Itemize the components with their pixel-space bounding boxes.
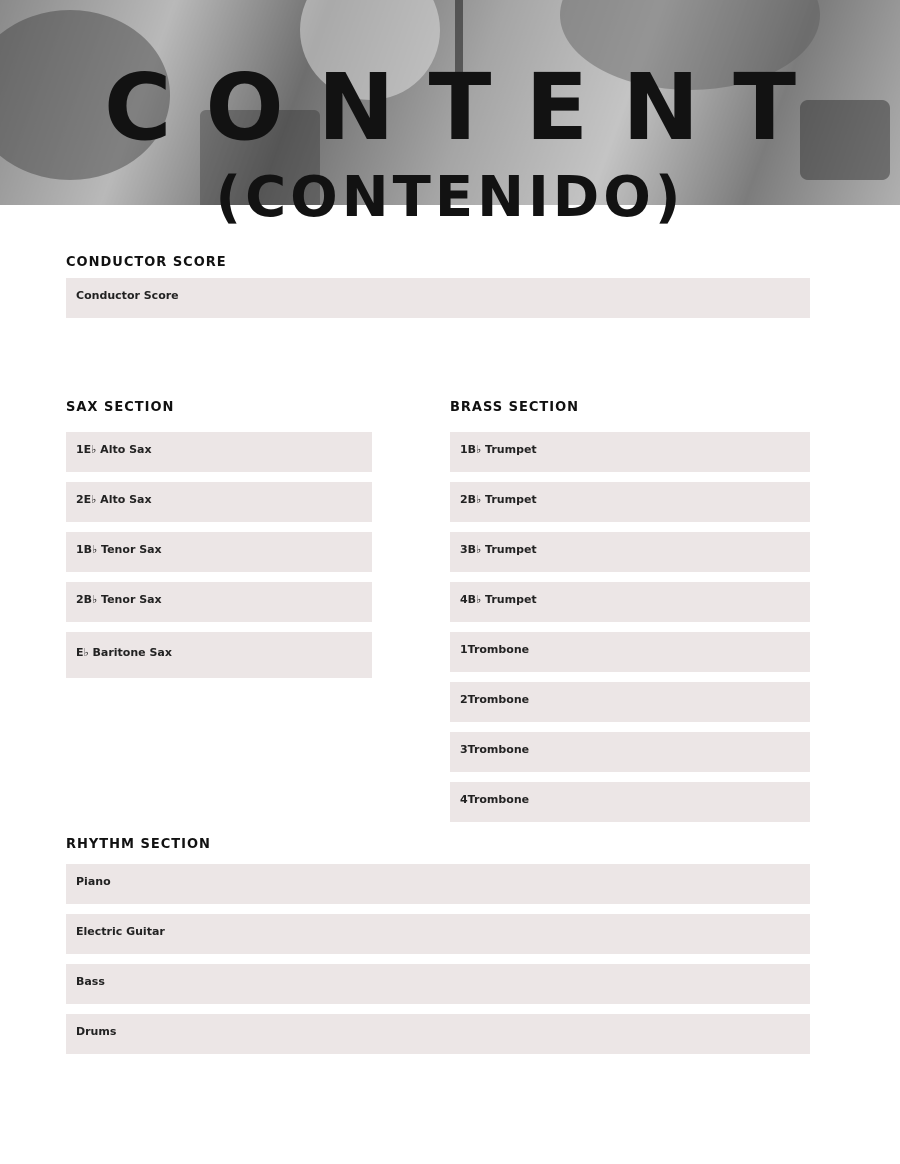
page-subtitle: (CONTENIDO) — [215, 165, 685, 230]
part-trumpet-2[interactable]: 2B♭ Trumpet — [450, 482, 810, 522]
conductor-section-heading: CONDUCTOR SCORE — [66, 255, 227, 270]
part-tenor-sax-2[interactable]: 2B♭ Tenor Sax — [66, 582, 372, 622]
part-tenor-sax-1[interactable]: 1B♭ Tenor Sax — [66, 532, 372, 572]
part-trombone-1[interactable]: 1Trombone — [450, 632, 810, 672]
part-bass[interactable]: Bass — [66, 964, 810, 1004]
part-trumpet-3[interactable]: 3B♭ Trumpet — [450, 532, 810, 572]
part-trumpet-4[interactable]: 4B♭ Trumpet — [450, 582, 810, 622]
part-trombone-2[interactable]: 2Trombone — [450, 682, 810, 722]
sax-section-heading: SAX SECTION — [66, 400, 175, 415]
part-trumpet-1[interactable]: 1B♭ Trumpet — [450, 432, 810, 472]
brass-section-heading: BRASS SECTION — [450, 400, 580, 415]
part-piano[interactable]: Piano — [66, 864, 810, 904]
part-electric-guitar[interactable]: Electric Guitar — [66, 914, 810, 954]
part-conductor-score[interactable]: Conductor Score — [66, 278, 810, 318]
rhythm-section-heading: RHYTHM SECTION — [66, 837, 211, 852]
part-alto-sax-2[interactable]: 2E♭ Alto Sax — [66, 482, 372, 522]
part-alto-sax-1[interactable]: 1E♭ Alto Sax — [66, 432, 372, 472]
page-title: CONTENT — [103, 54, 831, 161]
part-baritone-sax[interactable]: E♭ Baritone Sax — [66, 632, 372, 678]
part-trombone-3[interactable]: 3Trombone — [450, 732, 810, 772]
part-trombone-4[interactable]: 4Trombone — [450, 782, 810, 822]
part-drums[interactable]: Drums — [66, 1014, 810, 1054]
